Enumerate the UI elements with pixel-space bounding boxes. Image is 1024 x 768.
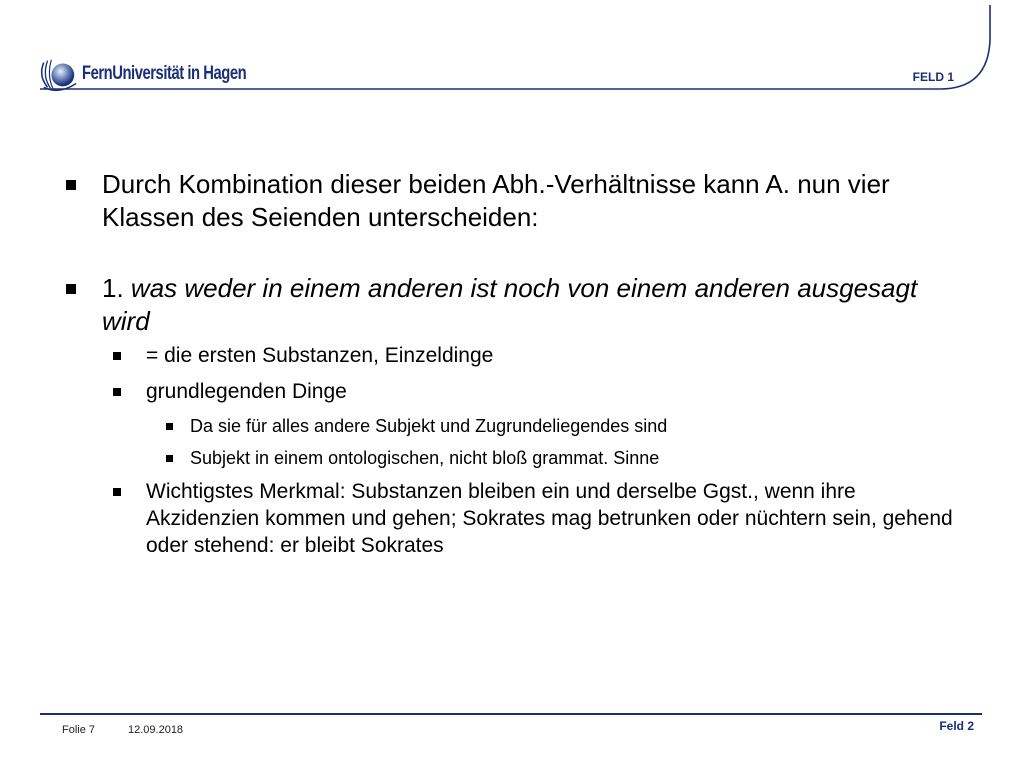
bullet-item-2 xyxy=(66,272,966,338)
square-bullet-icon xyxy=(113,488,121,496)
bullet-text-2: was weder in einem anderen ist noch von einem anderen ausgesagt wird xyxy=(102,273,918,336)
slide-content xyxy=(66,168,966,568)
feld2-label: Feld 2 xyxy=(939,719,974,733)
sub-bullet-text-2: grundlegenden Dinge xyxy=(146,380,347,403)
square-bullet-icon xyxy=(66,180,76,190)
slide-header xyxy=(0,0,1024,100)
sub-bullet-text-1: = die ersten Substanzen, Einzeldinge xyxy=(146,344,494,367)
bullet-number-2: 1. xyxy=(102,273,131,303)
square-bullet-icon xyxy=(113,388,121,396)
footer-rule xyxy=(40,713,982,715)
bullet-text-1: Durch Kombination dieser beiden Abh.-Verhältnisse kann A. nun vier Klassen des Seienden unterscheiden: xyxy=(102,169,890,232)
feld1-label: FELD 1 xyxy=(912,70,954,84)
university-logo xyxy=(40,54,292,94)
sub-sub-bullet-text-2: Subjekt in einem ontologischen, nicht bloß grammat. Sinne xyxy=(190,448,660,468)
sub-sub-bullet-2 xyxy=(66,446,966,470)
sub-bullet-2 xyxy=(66,378,966,405)
sub-sub-bullet-1 xyxy=(66,414,966,438)
sub-sub-bullet-text-1: Da sie für alles andere Subjekt und Zugrundeliegendes sind xyxy=(190,416,668,436)
sub-bullet-1 xyxy=(66,342,966,369)
square-bullet-icon xyxy=(166,455,173,462)
fernuni-globe-icon xyxy=(40,55,78,93)
bullet-item-1 xyxy=(66,168,966,234)
slide-number: Folie 7 xyxy=(62,724,96,736)
slide-date: 12.09.2018 xyxy=(128,724,184,736)
square-bullet-icon xyxy=(66,284,76,294)
square-bullet-icon xyxy=(166,423,173,430)
square-bullet-icon xyxy=(113,352,121,360)
sub-bullet-text-3: Wichtigstes Merkmal: Substanzen bleiben ein und derselbe Ggst., wenn ihre Akzidenzien kommen und gehen; Sokrates mag betrunken oder nüchtern sein, gehend oder stehend: er bleibt Sokrates xyxy=(146,480,953,557)
sub-bullet-3 xyxy=(66,478,966,559)
logo-text: FernUniversität in Hagen xyxy=(82,63,247,84)
